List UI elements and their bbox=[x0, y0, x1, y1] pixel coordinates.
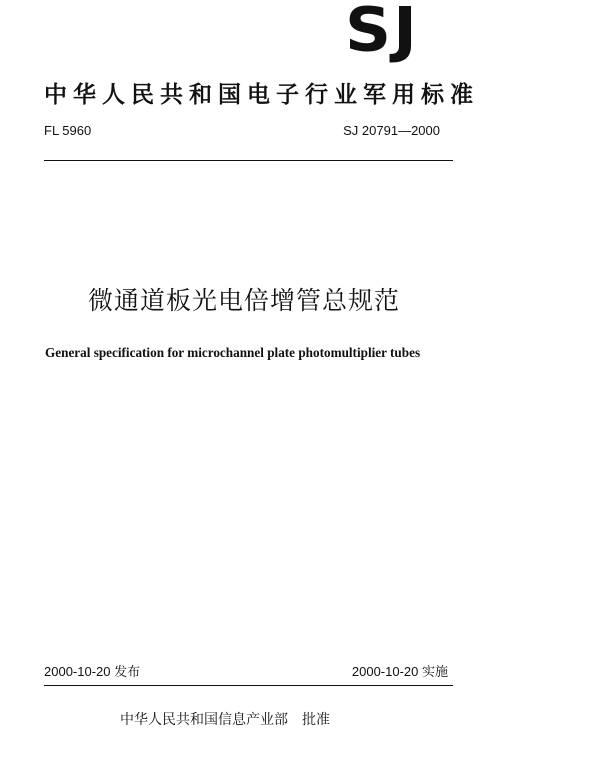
standard-logo: SJ bbox=[345, 0, 419, 66]
footer-divider bbox=[44, 685, 453, 686]
classification-code: FL 5960 bbox=[44, 123, 92, 138]
approving-authority: 中华人民共和国信息产业部 bbox=[120, 712, 288, 728]
issue-date: 2000-10-20 发布 bbox=[44, 664, 141, 679]
document-title-cn: 微通道板光电倍增管总规范 bbox=[88, 286, 401, 315]
approval-line bbox=[120, 710, 330, 730]
approval-word: 批准 bbox=[302, 712, 330, 728]
industry-standard-title: 中华人民共和国电子行业军用标准 bbox=[44, 82, 479, 108]
standard-number: SJ 20791—2000 bbox=[343, 123, 440, 138]
header-divider bbox=[44, 160, 453, 161]
implementation-date: 2000-10-20 实施 bbox=[351, 664, 448, 679]
document-title-en: General specification for microchannel plate photomultiplier tubes bbox=[45, 345, 421, 360]
